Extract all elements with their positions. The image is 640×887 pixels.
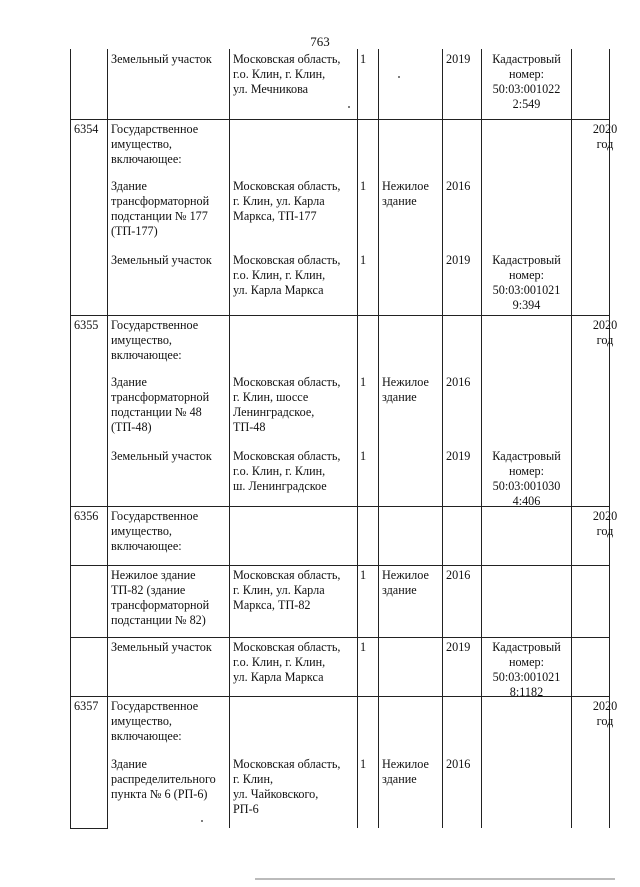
item-name: Здание трансформаторной подстанции № 177 (ТП-177) bbox=[111, 179, 210, 238]
quantity: 1 bbox=[360, 449, 367, 463]
quantity: 1 bbox=[360, 640, 367, 654]
address: Московская область, г. Клин, ул. Карла Маркса, ТП-82 bbox=[233, 568, 341, 612]
item-name: Здание распределительного пункта № 6 (РП-6) bbox=[111, 757, 216, 801]
item-name: Нежилое здание ТП-82 (здание трансформаторной подстанции № 82) bbox=[111, 568, 210, 627]
due-year: 2020 год bbox=[592, 122, 618, 151]
row-border bbox=[70, 119, 610, 120]
year: 2016 bbox=[446, 179, 471, 193]
scan-speck bbox=[398, 76, 400, 78]
quantity: 1 bbox=[360, 757, 367, 771]
building-type: Нежилое здание bbox=[382, 375, 429, 404]
year: 2019 bbox=[446, 449, 471, 463]
year: 2016 bbox=[446, 568, 471, 582]
due-year: 2020 год bbox=[592, 699, 618, 728]
address: Московская область, г.о. Клин, г. Клин, ул. Мечникова bbox=[233, 52, 341, 96]
scan-speck bbox=[348, 106, 350, 108]
item-name: Земельный участок bbox=[111, 449, 212, 463]
scan-speck bbox=[201, 820, 203, 822]
item-name: Здание трансформаторной подстанции № 48 (ТП-48) bbox=[111, 375, 210, 434]
scan-artifact bbox=[255, 878, 615, 880]
item-name: Государственное имущество, включающее: bbox=[111, 699, 199, 743]
due-year: 2020 год bbox=[592, 509, 618, 538]
year: 2019 bbox=[446, 253, 471, 267]
cadastral-number: Кадастровый номер: 50:03:001030 4:406 bbox=[492, 449, 561, 508]
cadastral-number: Кадастровый номер: 50:03:001022 2:549 bbox=[492, 52, 561, 111]
column-border bbox=[107, 49, 108, 828]
column-border bbox=[357, 49, 358, 828]
column-border bbox=[229, 49, 230, 828]
cadastral-number: Кадастровый номер: 50:03:001021 9:394 bbox=[492, 253, 561, 312]
address: Московская область, г. Клин, ул. Чайковского, РП-6 bbox=[233, 757, 341, 816]
item-name: Государственное имущество, включающее: bbox=[111, 509, 199, 553]
row-number: 6354 bbox=[74, 122, 99, 136]
row-number: 6356 bbox=[74, 509, 99, 523]
year: 2016 bbox=[446, 757, 471, 771]
item-name: Государственное имущество, включающее: bbox=[111, 318, 199, 362]
row-border bbox=[70, 828, 108, 829]
cadastral-number: Кадастровый номер: 50:03:001021 8:1182 bbox=[492, 640, 561, 699]
building-type: Нежилое здание bbox=[382, 568, 429, 597]
column-border bbox=[442, 49, 443, 828]
quantity: 1 bbox=[360, 179, 367, 193]
quantity: 1 bbox=[360, 568, 367, 582]
page-number: 763 bbox=[310, 34, 330, 49]
quantity: 1 bbox=[360, 253, 367, 267]
due-year: 2020 год bbox=[592, 318, 618, 347]
row-border bbox=[70, 315, 610, 316]
column-border bbox=[378, 49, 379, 828]
address: Московская область, г. Клин, ул. Карла Маркса, ТП-177 bbox=[233, 179, 341, 223]
row-border bbox=[70, 637, 610, 638]
quantity: 1 bbox=[360, 375, 367, 389]
item-name: Государственное имущество, включающее: bbox=[111, 122, 199, 166]
item-name: Земельный участок bbox=[111, 640, 212, 654]
row-border bbox=[70, 565, 610, 566]
building-type: Нежилое здание bbox=[382, 179, 429, 208]
quantity: 1 bbox=[360, 52, 367, 66]
address: Московская область, г. Клин, шоссе Ленинградское, ТП-48 bbox=[233, 375, 341, 434]
address: Московская область, г.о. Клин, г. Клин, ш. Ленинградское bbox=[233, 449, 341, 493]
row-number: 6355 bbox=[74, 318, 99, 332]
item-name: Земельный участок bbox=[111, 253, 212, 267]
year: 2019 bbox=[446, 640, 471, 654]
year: 2019 bbox=[446, 52, 471, 66]
row-number: 6357 bbox=[74, 699, 99, 713]
address: Московская область, г.о. Клин, г. Клин, ул. Карла Маркса bbox=[233, 640, 341, 684]
year: 2016 bbox=[446, 375, 471, 389]
building-type: Нежилое здание bbox=[382, 757, 429, 786]
column-border bbox=[481, 49, 482, 828]
address: Московская область, г.о. Клин, г. Клин, ул. Карла Маркса bbox=[233, 253, 341, 297]
column-border bbox=[70, 49, 71, 828]
item-name: Земельный участок bbox=[111, 52, 212, 66]
